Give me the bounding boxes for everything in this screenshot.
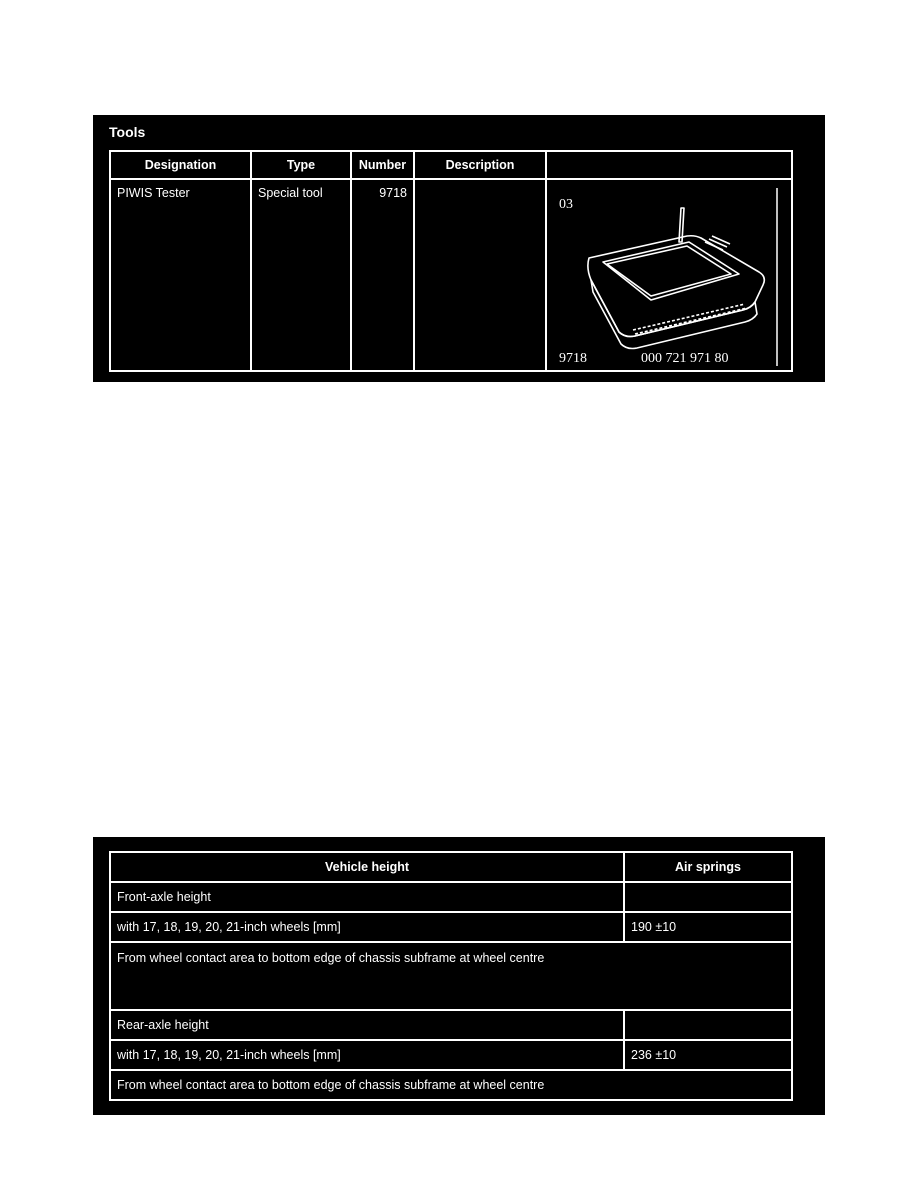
image-label-top: 03 [559,197,573,212]
height-header-row [110,852,792,882]
rear-axle-wheels: with 17, 18, 19, 20, 21-inch wheels [mm] [110,1040,624,1070]
tools-table [109,150,793,372]
tool-designation: PIWIS Tester [110,179,251,371]
tool-number: 9718 [351,179,414,371]
tester-body [588,236,764,337]
rear-axle-title: Rear-axle height [110,1010,624,1040]
front-axle-empty [624,882,792,912]
table-row [110,179,792,371]
tool-image-cell [546,179,792,371]
table-row [110,882,792,912]
table-row [110,1070,792,1100]
table-row [110,912,792,942]
header-number: Number [351,151,414,179]
tester-buttons [633,304,747,334]
rear-axle-description: From wheel contact area to bottom edge of chassis subframe at wheel centre [110,1070,792,1100]
header-type: Type [251,151,351,179]
table-row [110,1040,792,1070]
front-axle-value: 190 ±10 [624,912,792,942]
piwis-tester-image [555,184,785,368]
table-row [110,1010,792,1040]
tool-description [414,179,546,371]
front-axle-description: From wheel contact area to bottom edge of chassis subframe at wheel centre [110,942,792,1010]
tools-panel [93,115,825,382]
tools-header-row [110,151,792,179]
vehicle-height-panel [93,837,825,1115]
image-label-part: 000 721 971 80 [641,351,729,366]
rear-axle-value: 236 ±10 [624,1040,792,1070]
header-air-springs: Air springs [624,852,792,882]
tester-vents [705,236,730,250]
rear-axle-empty [624,1010,792,1040]
table-row [110,942,792,1010]
tester-screen [607,246,731,296]
tools-title: Tools [109,124,146,140]
vehicle-height-table [109,851,793,1101]
header-image [546,151,792,179]
tool-type: Special tool [251,179,351,371]
header-description: Description [414,151,546,179]
image-label-number: 9718 [559,351,587,366]
front-axle-wheels: with 17, 18, 19, 20, 21-inch wheels [mm] [110,912,624,942]
header-vehicle-height: Vehicle height [110,852,624,882]
front-axle-title: Front-axle height [110,882,624,912]
header-designation: Designation [110,151,251,179]
